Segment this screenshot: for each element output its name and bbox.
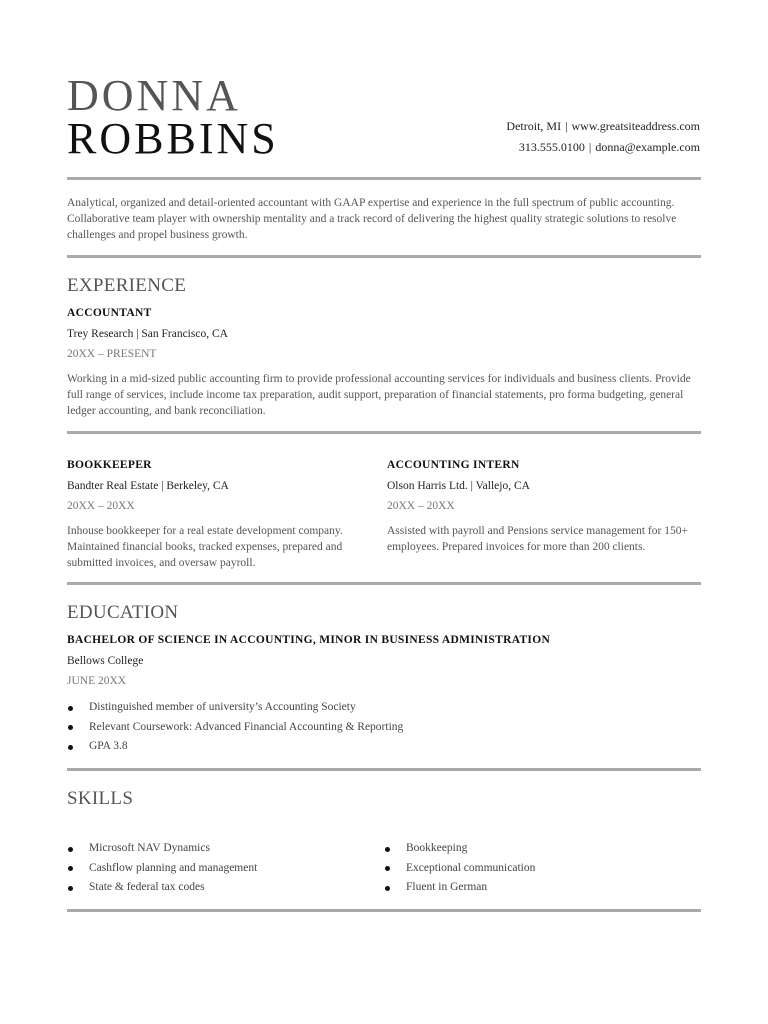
- list-item: State & federal tax codes: [67, 878, 367, 898]
- experience-heading: EXPERIENCE: [67, 275, 187, 296]
- divider: [67, 582, 701, 585]
- job-dates: 20XX – PRESENT: [67, 348, 157, 360]
- website-link[interactable]: www.greatsiteaddress.com: [571, 119, 700, 133]
- job-company: Bandter Real Estate | Berkeley, CA: [67, 480, 229, 492]
- job-description: Assisted with payroll and Pensions service management for 150+ employees. Prepared invoices for more than 200 clients.: [387, 525, 688, 553]
- list-item: Distinguished member of university’s Accounting Society: [67, 698, 701, 718]
- job-company: Trey Research | San Francisco, CA: [67, 328, 228, 340]
- skills-list-left: [67, 839, 367, 898]
- job-title: ACCOUNTANT: [67, 307, 152, 319]
- contact-separator: |: [565, 119, 568, 133]
- list-item: Relevant Coursework: Advanced Financial Accounting & Reporting: [67, 718, 701, 738]
- contact-line-1: [506, 119, 700, 134]
- job-dates: 20XX – 20XX: [67, 500, 135, 512]
- divider: [67, 431, 701, 434]
- divider: [67, 909, 701, 912]
- divider: [67, 177, 701, 180]
- job-title: ACCOUNTING INTERN: [387, 459, 520, 471]
- list-item: GPA 3.8: [67, 737, 701, 757]
- email-link[interactable]: donna@example.com: [595, 140, 700, 154]
- job-description: Working in a mid-sized public accounting firm to provide professional accounting services for individuals and business clients. Provide full range of services, include income tax preparation, audit support, preparation of financial statements, pro forma budgeting, general ledger accounting, and bank reconciliation.: [67, 373, 691, 417]
- location: Detroit, MI: [506, 119, 562, 133]
- job-company: Olson Harris Ltd. | Vallejo, CA: [387, 480, 530, 492]
- education-list: [67, 698, 701, 757]
- list-item: Bookkeeping: [384, 839, 701, 859]
- first-name: DONNA: [67, 71, 241, 120]
- contact-line-2: [519, 140, 700, 155]
- list-item: Microsoft NAV Dynamics: [67, 839, 367, 859]
- contact-separator: |: [588, 140, 592, 154]
- job-dates: 20XX – 20XX: [387, 500, 455, 512]
- skills-list-right: [384, 839, 701, 898]
- education-dates: JUNE 20XX: [67, 675, 127, 687]
- divider: [67, 255, 701, 258]
- skills-heading: SKILLS: [67, 788, 134, 809]
- phone: 313.555.0100: [518, 140, 585, 154]
- job-title: BOOKKEEPER: [67, 459, 152, 471]
- education-heading: EDUCATION: [67, 602, 179, 623]
- last-name: ROBBINS: [67, 114, 279, 163]
- summary: Analytical, organized and detail-oriented accountant with GAAP expertise and experience in the full spectrum of public accounting. Collaborative team player with ownership mentality and a track record of delivering the highest quality strategic solutions to resolve challenges and propel business growth.: [67, 197, 677, 241]
- list-item: Exceptional communication: [384, 859, 701, 879]
- degree: BACHELOR OF SCIENCE IN ACCOUNTING, MINOR IN BUSINESS ADMINISTRATION: [67, 634, 551, 646]
- divider: [67, 768, 701, 771]
- list-item: Cashflow planning and management: [67, 859, 367, 879]
- job-description: Inhouse bookkeeper for a real estate development company. Maintained financial books, tracked expenses, prepared and submitted invoices, and oversaw payroll.: [67, 525, 343, 569]
- list-item: Fluent in German: [384, 878, 701, 898]
- school: Bellows College: [67, 655, 144, 667]
